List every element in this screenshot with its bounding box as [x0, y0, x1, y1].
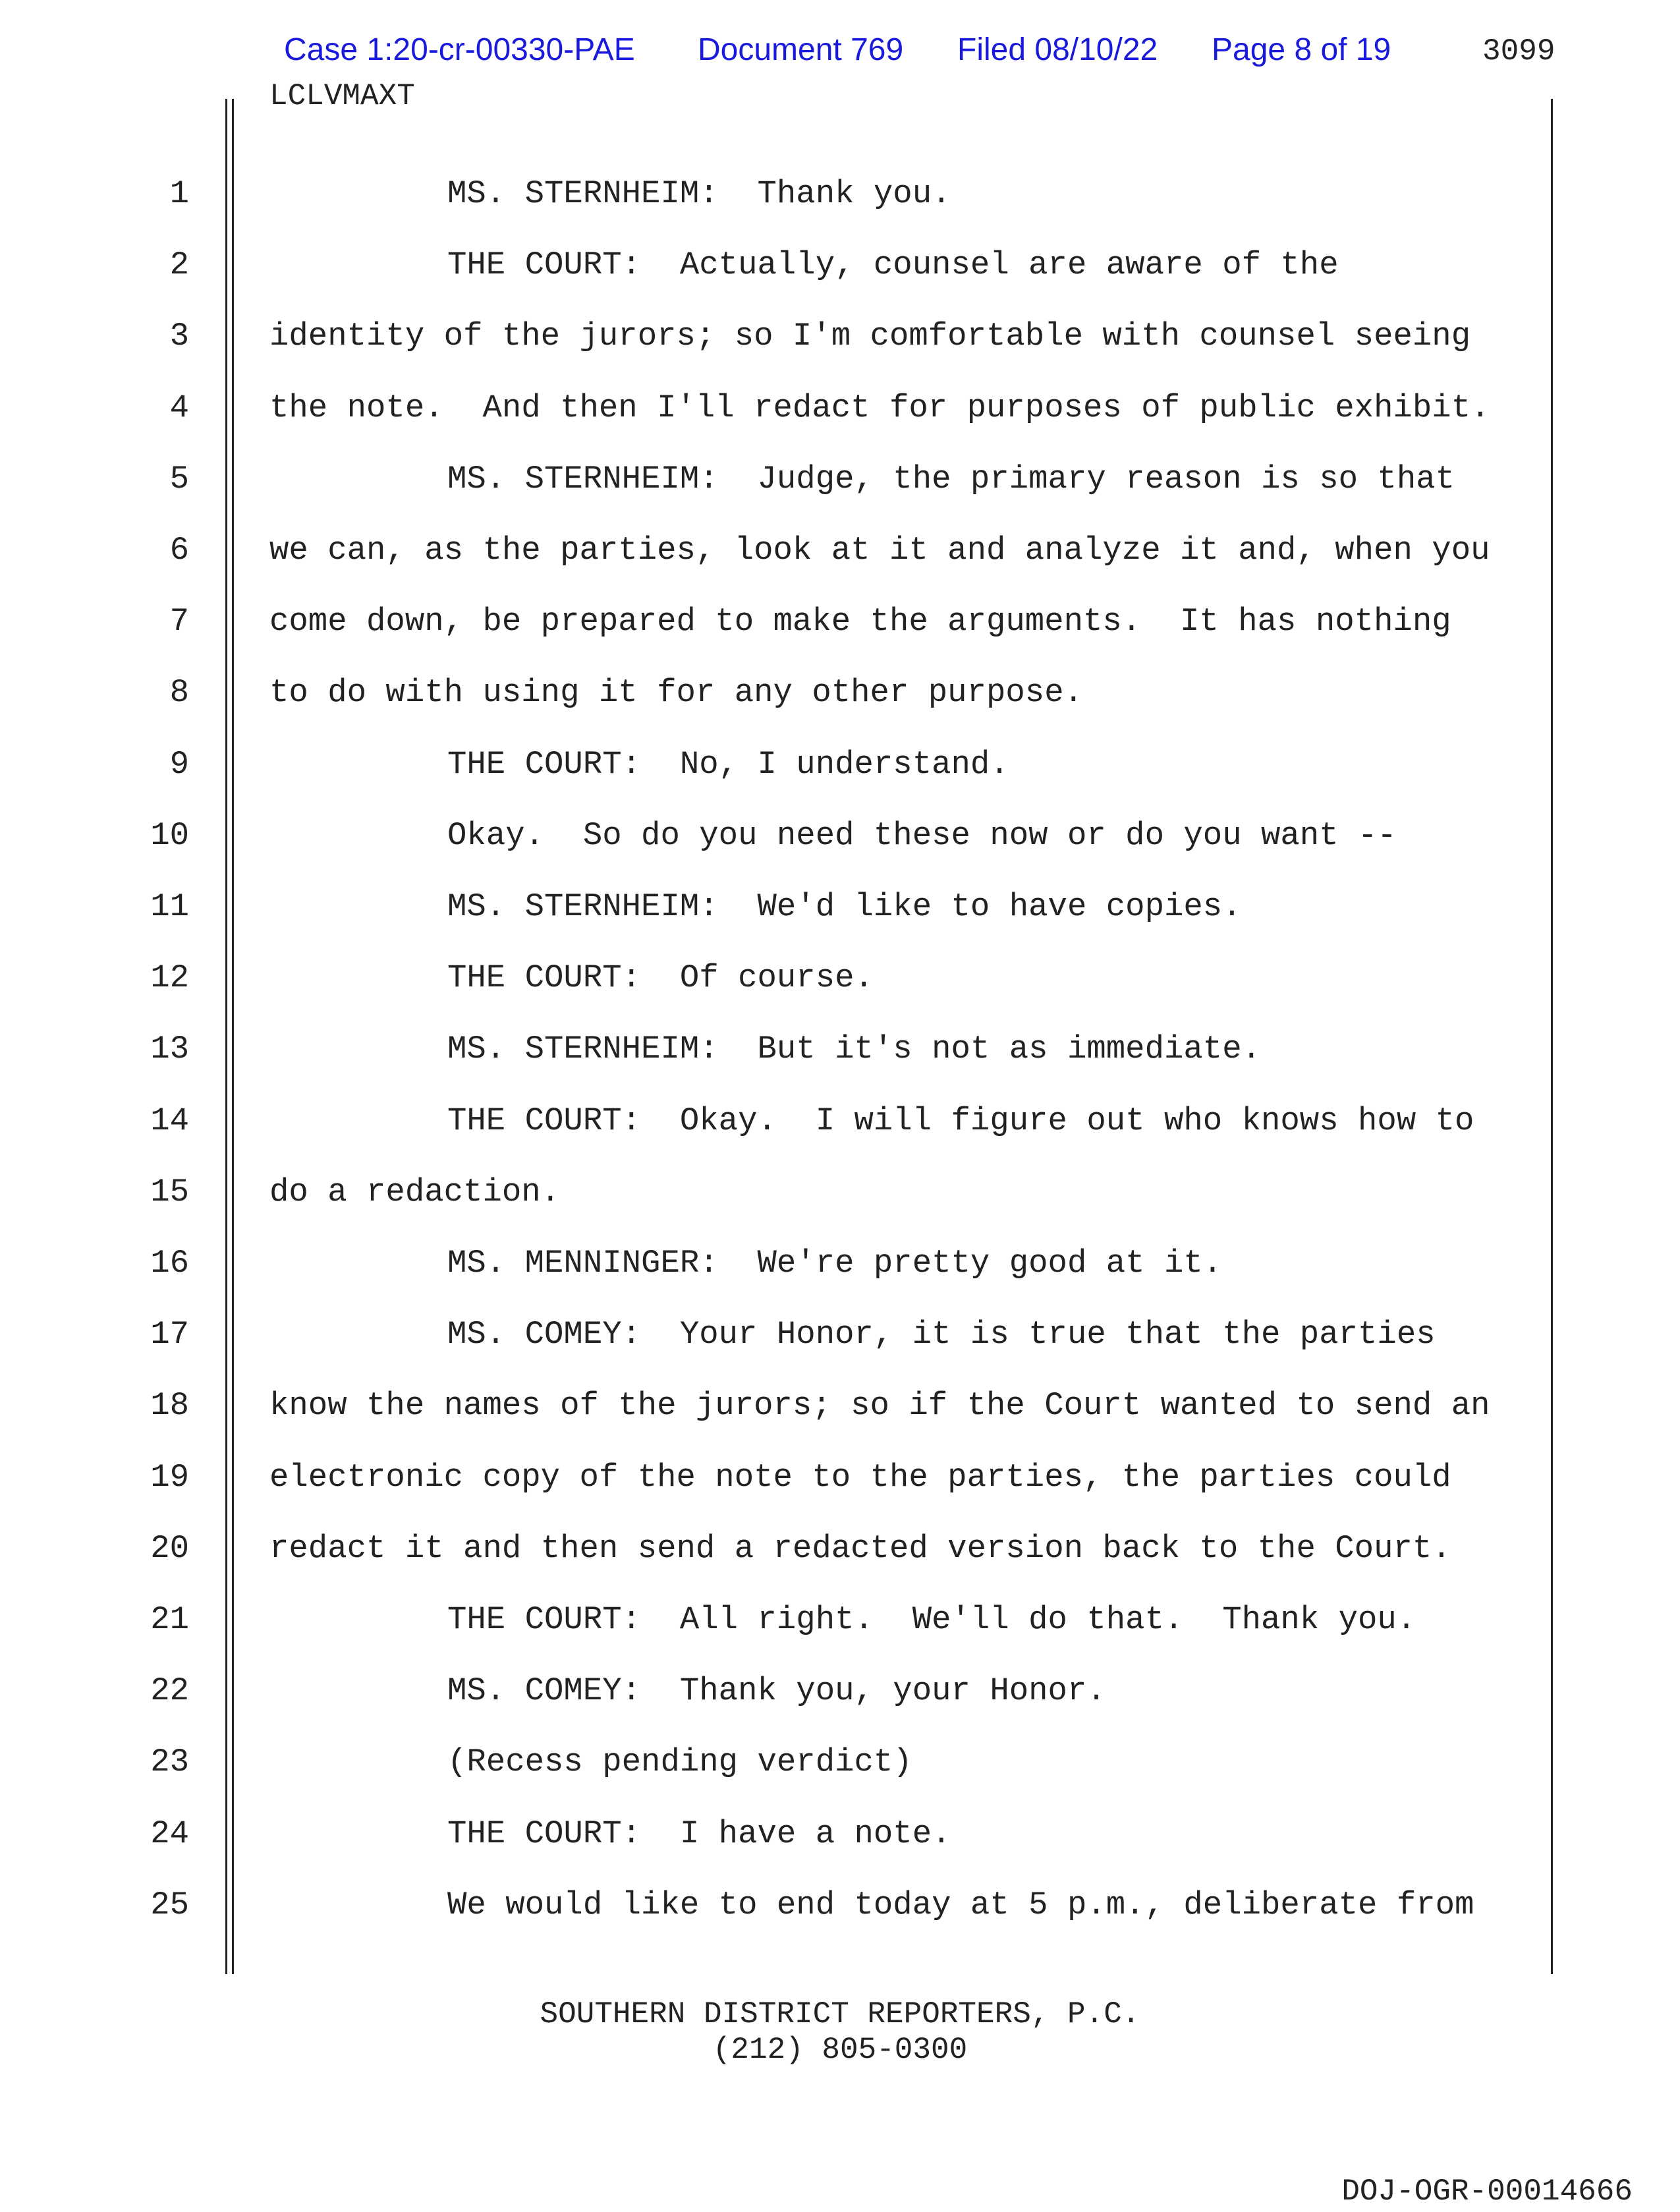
line-number: 14 — [150, 1102, 189, 1139]
page-indicator: Page 8 of 19 — [1212, 32, 1391, 67]
transcript-line — [0, 817, 1680, 888]
line-number: 24 — [150, 1815, 189, 1852]
line-text: MS. STERNHEIM: Thank you. — [447, 175, 951, 212]
line-text: MS. MENNINGER: We're pretty good at it. — [447, 1245, 1223, 1282]
line-text: THE COURT: I have a note. — [447, 1815, 951, 1852]
line-text: to do with using it for any other purpose. — [269, 674, 1084, 712]
line-number: 19 — [150, 1458, 189, 1496]
line-number: 15 — [150, 1173, 189, 1210]
line-text: electronic copy of the note to the parties, the parties could — [269, 1458, 1451, 1496]
transcript-line — [0, 959, 1680, 1031]
line-number: 6 — [169, 532, 189, 569]
line-text: We would like to end today at 5 p.m., deliberate from — [447, 1886, 1474, 1923]
transcript-line — [0, 318, 1680, 389]
transcript-line — [0, 1601, 1680, 1672]
reporter-footer — [0, 1997, 1680, 2068]
transcript-line — [0, 1530, 1680, 1601]
line-number: 3 — [169, 318, 189, 355]
transcript-line — [0, 1744, 1680, 1815]
transcript-line — [0, 746, 1680, 817]
transcript-line — [0, 1316, 1680, 1387]
transcript-line — [0, 674, 1680, 745]
line-text: know the names of the jurors; so if the Court wanted to send an — [269, 1387, 1490, 1425]
line-text: THE COURT: Okay. I will figure out who knows how to — [447, 1102, 1474, 1139]
line-text: come down, be prepared to make the arguments. It has nothing — [269, 603, 1451, 640]
transcript-line — [0, 461, 1680, 532]
line-text: Okay. So do you need these now or do you want -- — [447, 816, 1397, 854]
line-number: 12 — [150, 959, 189, 997]
line-text: do a redaction. — [269, 1173, 561, 1210]
transcript-line — [0, 1031, 1680, 1102]
line-text: THE COURT: All right. We'll do that. Thank you. — [447, 1601, 1416, 1638]
transcript-line — [0, 389, 1680, 461]
transcript-page-number: 3099 — [1482, 34, 1555, 69]
transcript-line — [0, 532, 1680, 603]
transcript-line — [0, 175, 1680, 246]
line-number: 23 — [150, 1744, 189, 1781]
transcript-line — [0, 1387, 1680, 1458]
line-number: 5 — [169, 460, 189, 497]
filed-date: Filed 08/10/22 — [957, 32, 1158, 67]
line-number: 9 — [169, 745, 189, 783]
line-text: THE COURT: No, I understand. — [447, 745, 1009, 783]
line-text: MS. COMEY: Your Honor, it is true that the parties — [447, 1316, 1436, 1353]
line-number: 7 — [169, 603, 189, 640]
line-number: 22 — [150, 1672, 189, 1710]
line-text: redact it and then send a redacted version back to the Court. — [269, 1529, 1451, 1567]
line-text: (Recess pending verdict) — [447, 1744, 912, 1781]
line-number: 8 — [169, 674, 189, 712]
line-number: 13 — [150, 1031, 189, 1068]
transcript-line — [0, 1672, 1680, 1744]
reporter-phone: (212) 805-0300 — [712, 2033, 968, 2067]
line-number: 21 — [150, 1601, 189, 1638]
line-text: MS. STERNHEIM: But it's not as immediate. — [447, 1031, 1262, 1068]
line-text: the note. And then I'll redact for purposes of public exhibit. — [269, 389, 1490, 426]
transcript-line — [0, 603, 1680, 674]
line-number: 25 — [150, 1886, 189, 1923]
line-number: 16 — [150, 1245, 189, 1282]
line-number: 20 — [150, 1529, 189, 1567]
line-number: 4 — [169, 389, 189, 426]
line-number: 17 — [150, 1316, 189, 1353]
transcript-line — [0, 1459, 1680, 1530]
ecf-header — [0, 32, 1680, 71]
document-number: Document 769 — [698, 32, 904, 67]
running-head: LCLVMAXT — [269, 79, 415, 113]
transcript-line — [0, 1102, 1680, 1174]
line-number: 1 — [169, 175, 189, 212]
transcript-line — [0, 888, 1680, 959]
transcript-line — [0, 1174, 1680, 1245]
line-text: we can, as the parties, look at it and analyze it and, when you — [269, 532, 1490, 569]
transcript-line — [0, 1886, 1680, 1958]
bates-number: DOJ-OGR-00014666 — [1341, 2174, 1633, 2209]
case-number: Case 1:20-cr-00330-PAE — [284, 32, 635, 67]
line-text: THE COURT: Actually, counsel are aware of the — [447, 246, 1339, 284]
line-number: 10 — [150, 816, 189, 854]
line-number: 18 — [150, 1387, 189, 1425]
line-text: MS. STERNHEIM: We'd like to have copies. — [447, 888, 1242, 925]
transcript-line — [0, 1815, 1680, 1886]
line-text: identity of the jurors; so I'm comfortable with counsel seeing — [269, 318, 1471, 355]
line-number: 11 — [150, 888, 189, 925]
line-text: MS. STERNHEIM: Judge, the primary reason is so that — [447, 460, 1455, 497]
transcript-line — [0, 1245, 1680, 1316]
transcript-line — [0, 246, 1680, 318]
line-number: 2 — [169, 246, 189, 284]
line-text: MS. COMEY: Thank you, your Honor. — [447, 1672, 1106, 1710]
line-text: THE COURT: Of course. — [447, 959, 874, 997]
reporter-name: SOUTHERN DISTRICT REPORTERS, P.C. — [540, 1997, 1140, 2031]
